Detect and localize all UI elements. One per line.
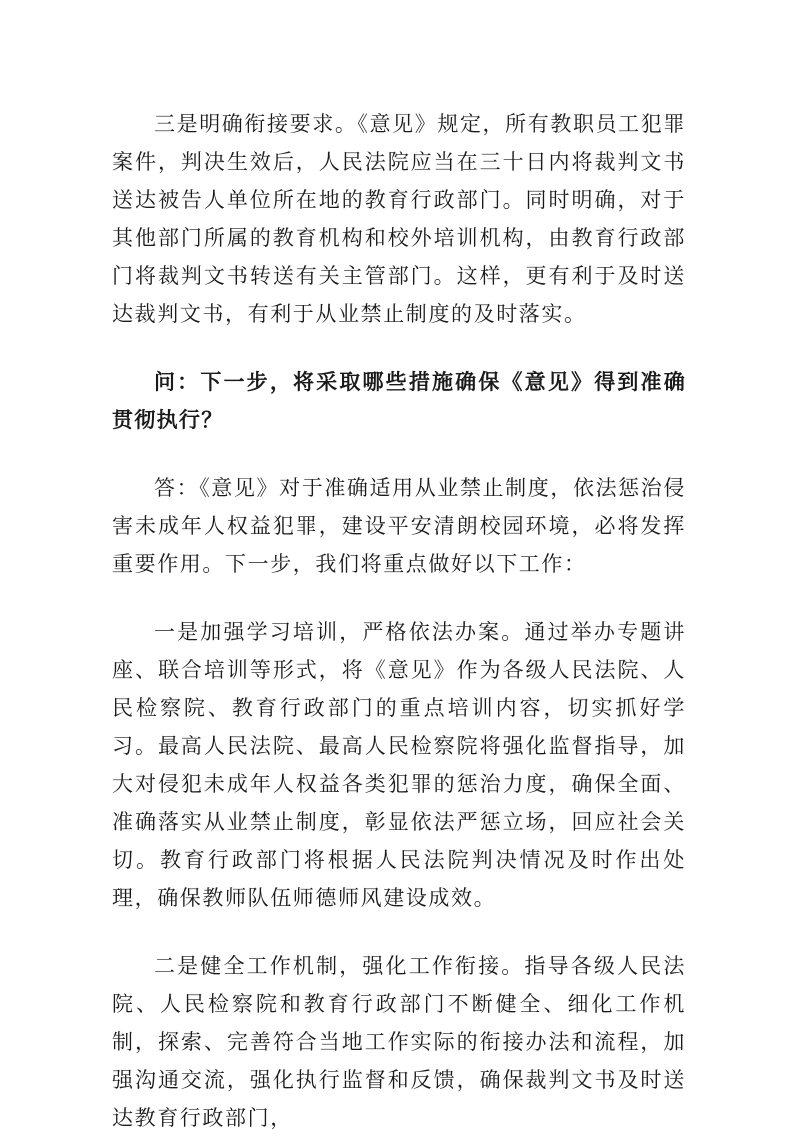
answer-paragraph: 答：《意见》对于准确适用从业禁止制度，依法惩治侵害未成年人权益犯罪，建设平安清朗校园环境，必将发挥重要作用。下一步，我们将重点做好以下工作： <box>112 476 686 576</box>
paragraph-training: 一是加强学习培训，严格依法办案。通过举办专题讲座、联合培训等形式，将《意见》作为各级人民法院、人民检察院、教育行政部门的重点培训内容，切实抓好学习。最高人民法院、最高人民检察院将强化监督指导，加大对侵犯未成年人权益各类犯罪的惩治力度，确保全面、准确落实从业禁止制度，彰显依法严惩立场，回应社会关切。教育行政部门将根据人民法院判决情况及时作出处理，确保教师队伍师德师风建设成效。 <box>112 620 686 910</box>
paragraph-spacer <box>112 583 686 613</box>
document-body <box>112 105 686 1137</box>
paragraph-spacer <box>112 917 686 947</box>
paragraph-requirements: 三是明确衔接要求。《意见》规定，所有教职员工犯罪案件，判决生效后，人民法院应当在三十日内将裁判文书送达被告人单位所在地的教育行政部门。同时明确，对于其他部门所属的教育机构和校外培训机构，由教育行政部门将裁判文书转送有关主管部门。这样，更有利于及时送达裁判文书，有利于从业禁止制度的及时落实。 <box>112 112 686 326</box>
paragraph-spacer <box>112 439 686 469</box>
paragraph-spacer <box>112 333 686 363</box>
paragraph-mechanism: 二是健全工作机制，强化工作衔接。指导各级人民法院、人民检察院和教育行政部门不断健全、细化工作机制，探索、完善符合当地工作实际的衔接办法和流程，加强沟通交流，强化执行监督和反馈，确保裁判文书及时送达教育行政部门， <box>112 954 686 1130</box>
question-heading: 问：下一步，将采取哪些措施确保《意见》得到准确贯彻执行？ <box>112 370 686 432</box>
